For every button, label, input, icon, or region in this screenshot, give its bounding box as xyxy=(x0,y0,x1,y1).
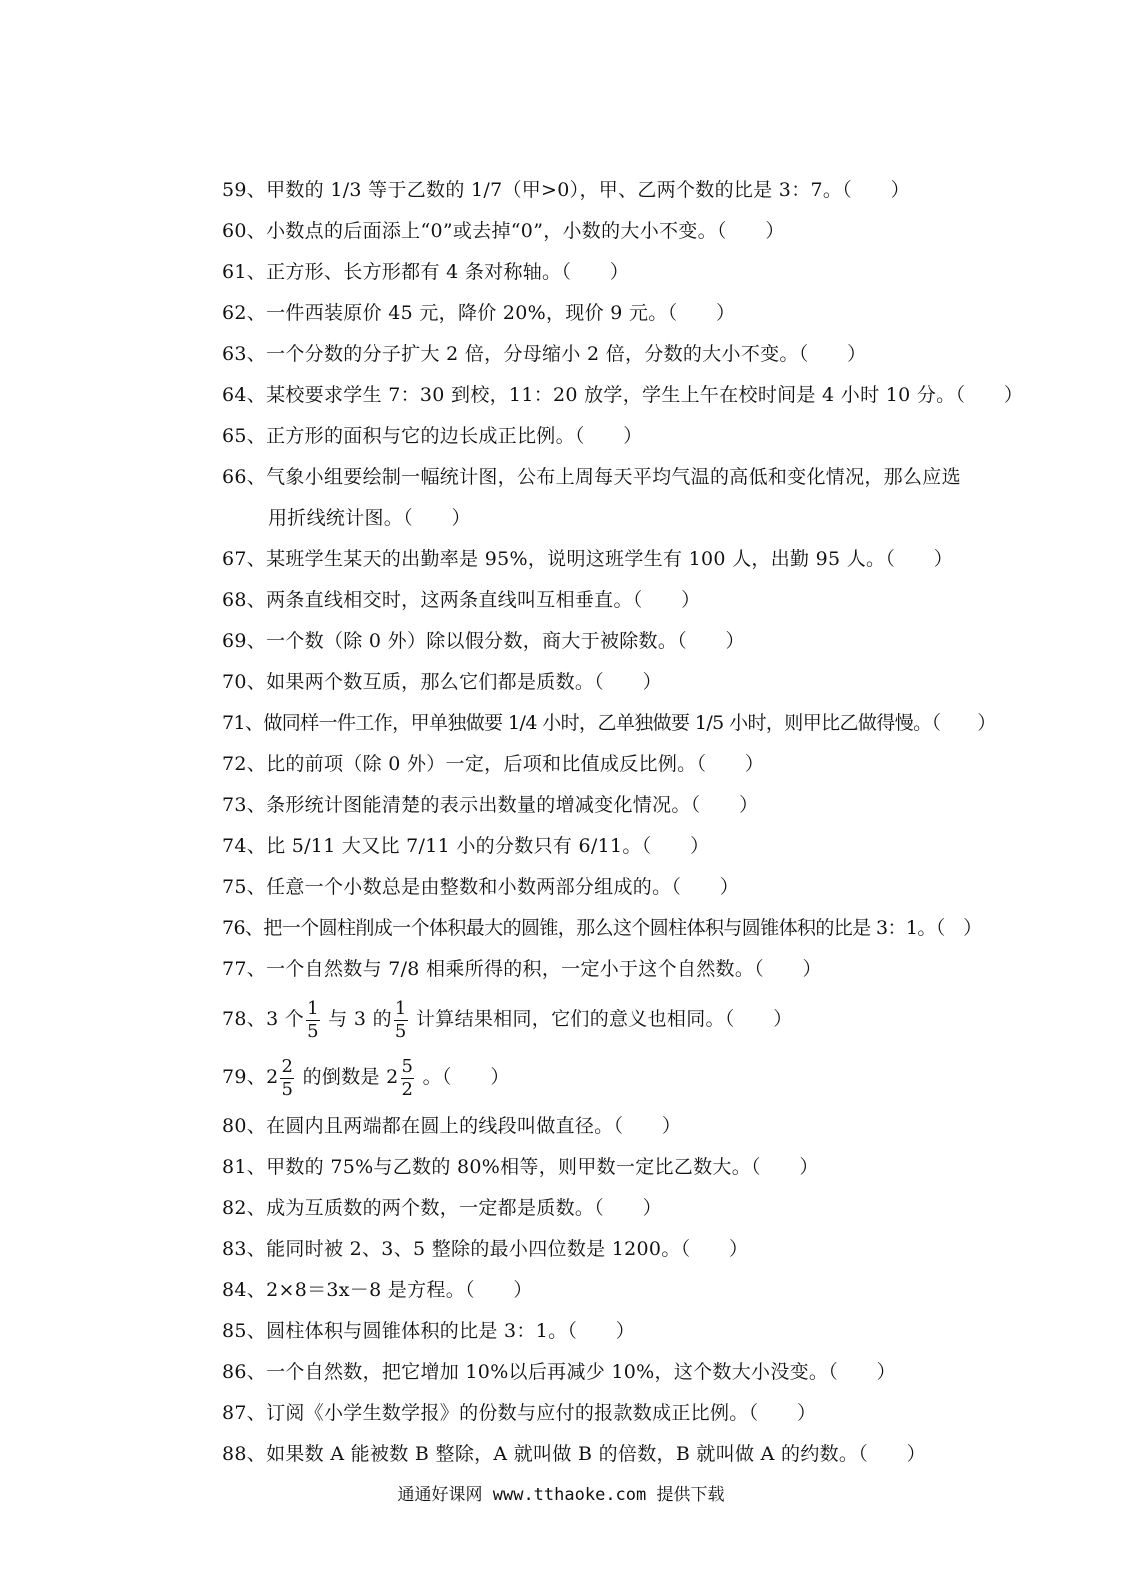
question-item xyxy=(222,1188,1062,1229)
question-item xyxy=(222,211,1062,252)
question-item xyxy=(222,867,1062,908)
question-number: 86 xyxy=(222,1361,247,1383)
question-list xyxy=(222,170,1062,1475)
question-item xyxy=(222,703,1062,744)
question-item xyxy=(222,826,1062,867)
question-text: 、某班学生某天的出勤率是 95%，说明这班学生有 100 人，出勤 95 人。（ ） xyxy=(246,548,954,570)
question-item xyxy=(222,252,1062,293)
question-text: 、正方形、长方形都有 4 条对称轴。（ ） xyxy=(246,261,630,283)
question-text: 、正方形的面积与它的边长成正比例。（ ） xyxy=(246,425,643,447)
question-text: 、订阅《小学生数学报》的份数与应付的报款数成正比例。（ ） xyxy=(246,1402,817,1424)
question-item xyxy=(222,785,1062,826)
question-number: 68 xyxy=(222,589,247,611)
question-text: 、一个分数的分子扩大 2 倍，分母缩小 2 倍，分数的大小不变。（ ） xyxy=(246,343,867,365)
question-text: 、成为互质数的两个数，一定都是质数。（ ） xyxy=(246,1197,662,1219)
question-number: 60 xyxy=(222,220,247,242)
question-item xyxy=(222,580,1062,621)
question-item xyxy=(222,621,1062,662)
question-number: 75 xyxy=(222,876,247,898)
question-text-part: 、2 xyxy=(246,1066,279,1088)
question-text-part: 。（ ） xyxy=(416,1066,510,1088)
question-number: 79 xyxy=(222,1066,247,1088)
question-text: 、如果数 A 能被数 B 整除，A 就叫做 B 的倍数，B 就叫做 A 的约数。（ ） xyxy=(246,1443,926,1465)
question-number: 67 xyxy=(222,548,247,570)
question-text: 、一件西装原价 45 元，降价 20%，现价 9 元。（ ） xyxy=(246,302,736,324)
question-text: 、2×8＝3x－8 是方程。（ ） xyxy=(246,1279,533,1301)
question-item xyxy=(222,293,1062,334)
question-number: 80 xyxy=(222,1115,247,1137)
question-text: 、能同时被 2、3、5 整除的最小四位数是 1200。（ ） xyxy=(246,1238,749,1260)
question-item xyxy=(222,539,1062,580)
fraction xyxy=(394,997,408,1042)
question-number: 87 xyxy=(222,1402,247,1424)
question-item xyxy=(222,457,1062,539)
question-item xyxy=(222,375,1062,416)
question-number: 77 xyxy=(222,958,247,980)
question-number: 70 xyxy=(222,671,247,693)
question-text: 、圆柱体积与圆锥体积的比是 3：1。（ ） xyxy=(246,1320,636,1342)
question-text: 、一个自然数与 7/8 相乘所得的积，一定小于这个自然数。（ ） xyxy=(246,958,822,980)
question-item xyxy=(222,1434,1062,1475)
question-text: 、两条直线相交时，这两条直线叫互相垂直。（ ） xyxy=(246,589,701,611)
question-number: 74 xyxy=(222,835,247,857)
fraction-numerator: 1 xyxy=(394,997,407,1019)
question-text-part: 的倒数是 2 xyxy=(296,1066,399,1088)
question-text: 、条形统计图能清楚的表示出数量的增减变化情况。（ ） xyxy=(246,794,759,816)
question-text: 、甲数的 1/3 等于乙数的 1/7（甲>0），甲、乙两个数的比是 3：7。（ ） xyxy=(246,179,910,201)
question-number: 85 xyxy=(222,1320,247,1342)
fraction-numerator: 2 xyxy=(281,1055,294,1077)
fraction-numerator: 1 xyxy=(307,997,319,1019)
question-number: 59 xyxy=(222,179,247,201)
question-item xyxy=(222,334,1062,375)
question-number: 72 xyxy=(222,753,247,775)
fraction-denominator: 2 xyxy=(401,1078,414,1100)
question-number: 76 xyxy=(222,917,245,939)
fraction-numerator: 5 xyxy=(401,1055,414,1077)
question-number: 84 xyxy=(222,1279,247,1301)
fraction xyxy=(306,997,320,1042)
question-text-part: 与 3 的 xyxy=(321,1008,392,1030)
question-text: 、做同样一件工作，甲单独做要 1/4 小时，乙单独做要 1/5 小时，则甲比乙做得慢。（ ） xyxy=(244,712,996,734)
question-item xyxy=(222,908,1062,949)
page-footer: 通通好课网 www.tthaoke.com 提供下载 xyxy=(397,1485,725,1505)
question-number: 88 xyxy=(222,1443,247,1465)
question-text-part: 、3 个 xyxy=(246,1008,305,1030)
question-number: 69 xyxy=(222,630,247,652)
question-item xyxy=(222,1147,1062,1188)
question-number: 64 xyxy=(222,384,247,406)
question-text: 、比的前项（除 0 外）一定，后项和比值成反比例。（ ） xyxy=(246,753,765,775)
question-item-79 xyxy=(222,1048,1062,1106)
question-text-part: 计算结果相同，它们的意义也相同。（ ） xyxy=(409,1008,793,1030)
question-number: 61 xyxy=(222,261,247,283)
question-number: 83 xyxy=(222,1238,247,1260)
question-number: 63 xyxy=(222,343,247,365)
question-number: 71 xyxy=(222,712,245,734)
question-number: 78 xyxy=(222,1008,247,1030)
fraction-denominator: 5 xyxy=(307,1020,319,1042)
question-item xyxy=(222,1393,1062,1434)
question-text: 、一个自然数，把它增加 10%以后再减少 10%，这个数大小没变。（ ） xyxy=(246,1361,896,1383)
question-text: 、把一个圆柱削成一个体积最大的圆锥，那么这个圆柱体积与圆锥体积的比是 3：1。（ ） xyxy=(244,917,982,939)
question-item xyxy=(222,1352,1062,1393)
question-text: 、在圆内且两端都在圆上的线段叫做直径。（ ） xyxy=(246,1115,682,1137)
fraction-denominator: 5 xyxy=(281,1078,294,1100)
question-text: 、任意一个小数总是由整数和小数两部分组成的。（ ） xyxy=(246,876,740,898)
question-text-continuation: 用折线统计图。（ ） xyxy=(268,507,471,529)
question-number: 81 xyxy=(222,1156,247,1178)
question-item-78 xyxy=(222,990,1062,1048)
question-item xyxy=(222,662,1062,703)
question-text: 、某校要求学生 7：30 到校，11：20 放学，学生上午在校时间是 4 小时 10 分。（ ） xyxy=(246,384,1024,406)
question-item xyxy=(222,170,1062,211)
question-number: 82 xyxy=(222,1197,247,1219)
question-number: 73 xyxy=(222,794,247,816)
question-text: 、甲数的 75%与乙数的 80%相等，则甲数一定比乙数大。（ ） xyxy=(246,1156,819,1178)
question-number: 66 xyxy=(222,466,247,488)
question-number: 62 xyxy=(222,302,247,324)
question-text: 、气象小组要绘制一幅统计图，公布上周每天平均气温的高低和变化情况，那么应选 xyxy=(246,466,961,488)
question-text: 、一个数（除 0 外）除以假分数，商大于被除数。（ ） xyxy=(246,630,745,652)
fraction xyxy=(401,1055,415,1100)
question-item xyxy=(222,1106,1062,1147)
question-item xyxy=(222,416,1062,457)
question-item xyxy=(222,1229,1062,1270)
question-text: 、小数点的后面添上“0”或去掉“0”，小数的大小不变。（ ） xyxy=(246,220,785,242)
fraction xyxy=(280,1055,294,1100)
question-text: 、如果两个数互质，那么它们都是质数。（ ） xyxy=(246,671,662,693)
question-text: 、比 5/11 大又比 7/11 小的分数只有 6/11。（ ） xyxy=(246,835,710,857)
question-item xyxy=(222,949,1062,990)
question-item xyxy=(222,1311,1062,1352)
question-item xyxy=(222,1270,1062,1311)
fraction-denominator: 5 xyxy=(394,1020,407,1042)
question-number: 65 xyxy=(222,425,247,447)
question-item xyxy=(222,744,1062,785)
